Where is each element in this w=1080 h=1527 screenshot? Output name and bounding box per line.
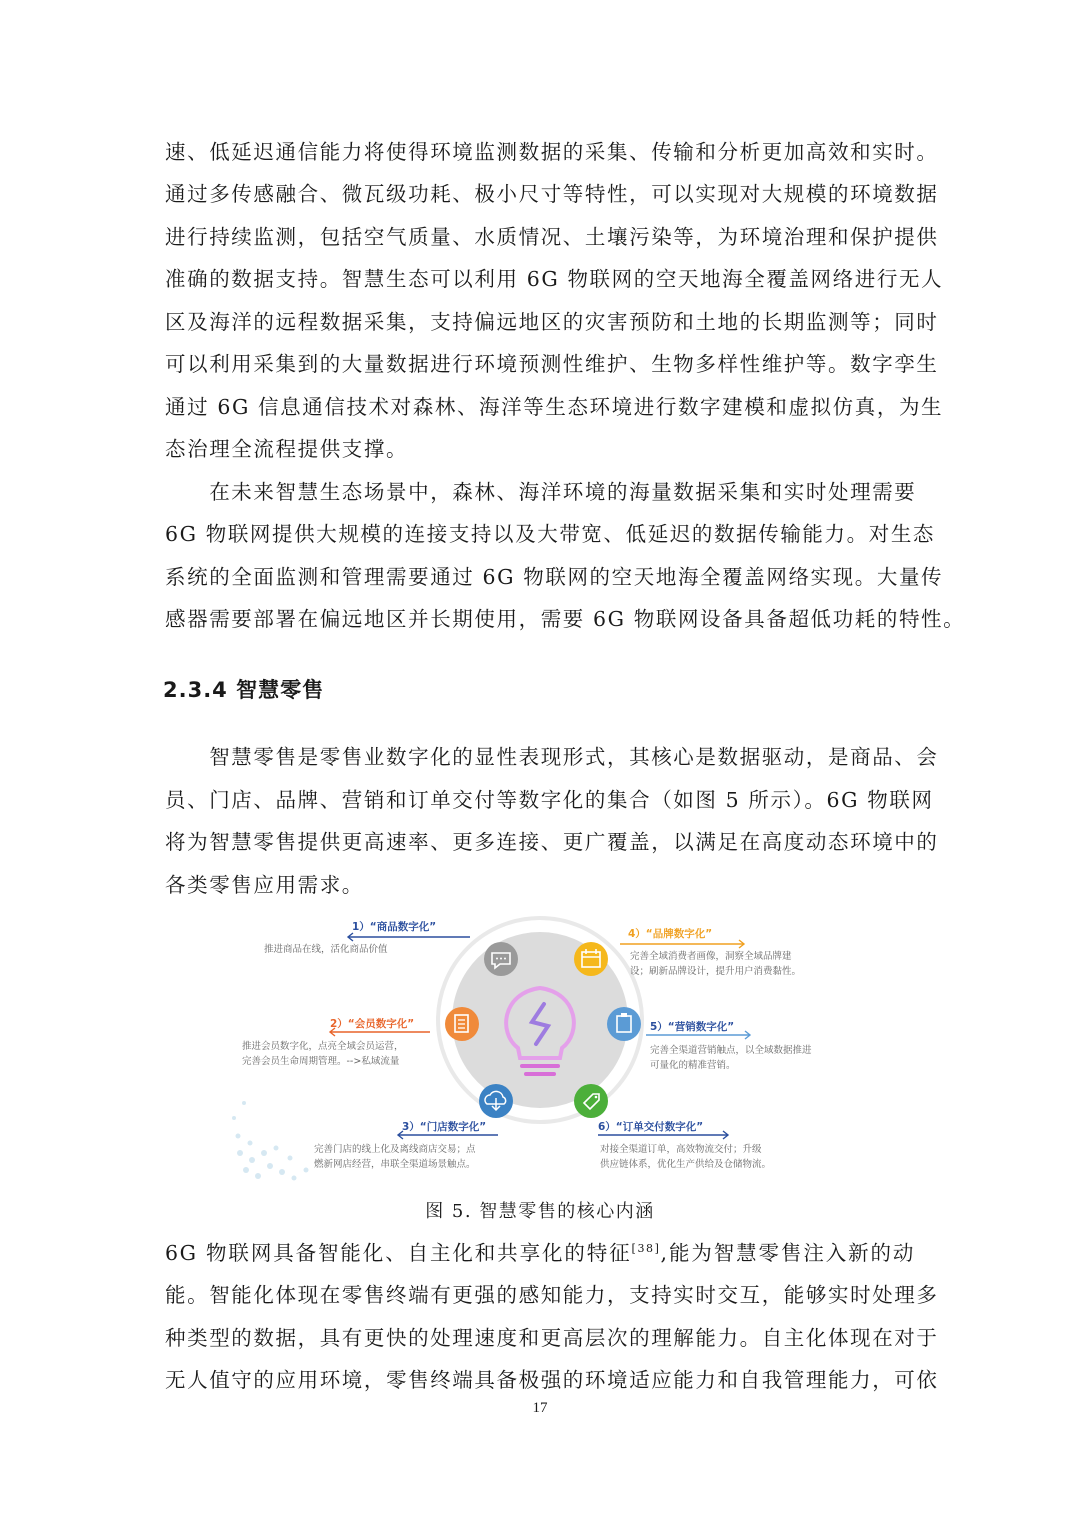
text-line [165, 1238, 915, 1268]
text-line: 准确的数据支持。智慧生态可以利用 6G 物联网的空天地海全覆盖网络进行无人 [165, 267, 944, 291]
item-5-desc-line-1: 完善全渠道营销触点，以全域数据推进 [650, 1045, 812, 1056]
text-line: 6G 物联网提供大规模的连接支持以及大带宽、低延迟的数据传输能力。对生态 [165, 522, 936, 546]
text-span: 6G 物联网具备智能化、自主化和共享化的特征 [165, 1241, 632, 1265]
item-4-desc-line-1: 完善全域消费者画像，洞察全域品牌建 [630, 951, 792, 962]
item-1-title: 1）“商品数字化” [352, 921, 437, 933]
text-line: 通过多传感融合、微瓦级功耗、极小尺寸等特性，可以实现对大规模的环境数据 [165, 182, 939, 206]
item-5-desc-line-2: 可量化的精准营销。 [650, 1060, 736, 1071]
calendar-icon [574, 942, 608, 976]
cloud-download-icon [479, 1084, 513, 1118]
dot-decoration [232, 1101, 309, 1181]
figure-caption: 图 5. 智慧零售的核心内涵 [425, 1201, 655, 1222]
text-line: 将为智慧零售提供更高速率、更多连接、更广覆盖，以满足在高度动态环境中的 [165, 830, 939, 854]
text-line: 员、门店、品牌、营销和订单交付等数字化的集合（如图 5 所示）。6G 物联网 [165, 788, 934, 812]
citation[interactable]: [38] [631, 1242, 661, 1255]
text-line: 智慧零售是零售业数字化的显性表现形式，其核心是数据驱动，是商品、会 [165, 745, 939, 769]
text-line: 种类型的数据，具有更快的处理速度和更高层次的理解能力。自主化体现在对于 [165, 1326, 939, 1350]
item-3-title: 3）“门店数字化” [402, 1121, 487, 1133]
text-line: 态治理全流程提供支撑。 [165, 437, 409, 461]
text-line: 能。智能化体现在零售终端有更强的感知能力，支持实时交互，能够实时处理多 [165, 1283, 939, 1307]
text-line: 进行持续监测，包括空气质量、水质情况、土壤污染等，为环境治理和保护提供 [165, 225, 939, 249]
text-line: 可以利用采集到的大量数据进行环境预测性维护、生物多样性维护等。数字孪生 [165, 352, 939, 376]
page-number: 17 [532, 1400, 548, 1416]
tag-icon [574, 1084, 608, 1118]
text-line: 各类零售应用需求。 [165, 873, 364, 897]
item-6-desc-line-2: 供应链体系，优化生产供给及仓储物流。 [600, 1159, 772, 1170]
item-2-desc-line-1: 推进会员数字化，点亮全域会员运营， [242, 1041, 404, 1052]
item-6-desc-line-1: 对接全渠道订单，高效物流交付；升级 [600, 1144, 762, 1155]
text-line: 通过 6G 信息通信技术对森林、海洋等生态环境进行数字建模和虚拟仿真，为生 [165, 395, 944, 419]
item-4-title: 4）“品牌数字化” [628, 928, 713, 940]
chat-icon [484, 942, 518, 976]
clipboard-icon [607, 1007, 641, 1041]
text-span: ,能为智慧零售注入新的动 [660, 1241, 915, 1265]
text-line: 感器需要部署在偏远地区并长期使用，需要 6G 物联网设备具备超低功耗的特性。 [165, 607, 966, 631]
item-3-desc-line-1: 完善门店的线上化及离线商店交易；点 [314, 1144, 476, 1155]
text-line: 无人值守的应用环境，零售终端具备极强的环境适应能力和自我管理能力，可依 [165, 1368, 939, 1392]
item-2-desc-line-2: 完善会员生命周期管理。-->私域流量 [242, 1056, 400, 1067]
retail-digitalization-figure [230, 908, 850, 1188]
section-heading: 2.3.4 智慧零售 [163, 678, 325, 702]
text-line: 速、低延迟通信能力将使得环境监测数据的采集、传输和分析更加高效和实时。 [165, 140, 939, 164]
document-icon [445, 1007, 479, 1041]
item-2-title: 2）“会员数字化” [330, 1018, 415, 1030]
item-1-desc: 推进商品在线，活化商品价值 [264, 944, 388, 955]
text-line: 区及海洋的远程数据采集，支持偏远地区的灾害预防和土地的长期监测等；同时 [165, 310, 939, 334]
item-6-title: 6）“订单交付数字化” [598, 1121, 704, 1133]
item-5-title: 5）“营销数字化” [650, 1021, 735, 1033]
item-4-desc-line-2: 设；刷新品牌设计，提升用户消费黏性。 [630, 966, 802, 977]
text-line: 系统的全面监测和管理需要通过 6G 物联网的空天地海全覆盖网络实现。大量传 [165, 565, 944, 589]
text-line: 在未来智慧生态场景中，森林、海洋环境的海量数据采集和实时处理需要 [165, 480, 917, 504]
item-3-desc-line-2: 燃新网店经营，串联全渠道场景触点。 [314, 1159, 476, 1170]
